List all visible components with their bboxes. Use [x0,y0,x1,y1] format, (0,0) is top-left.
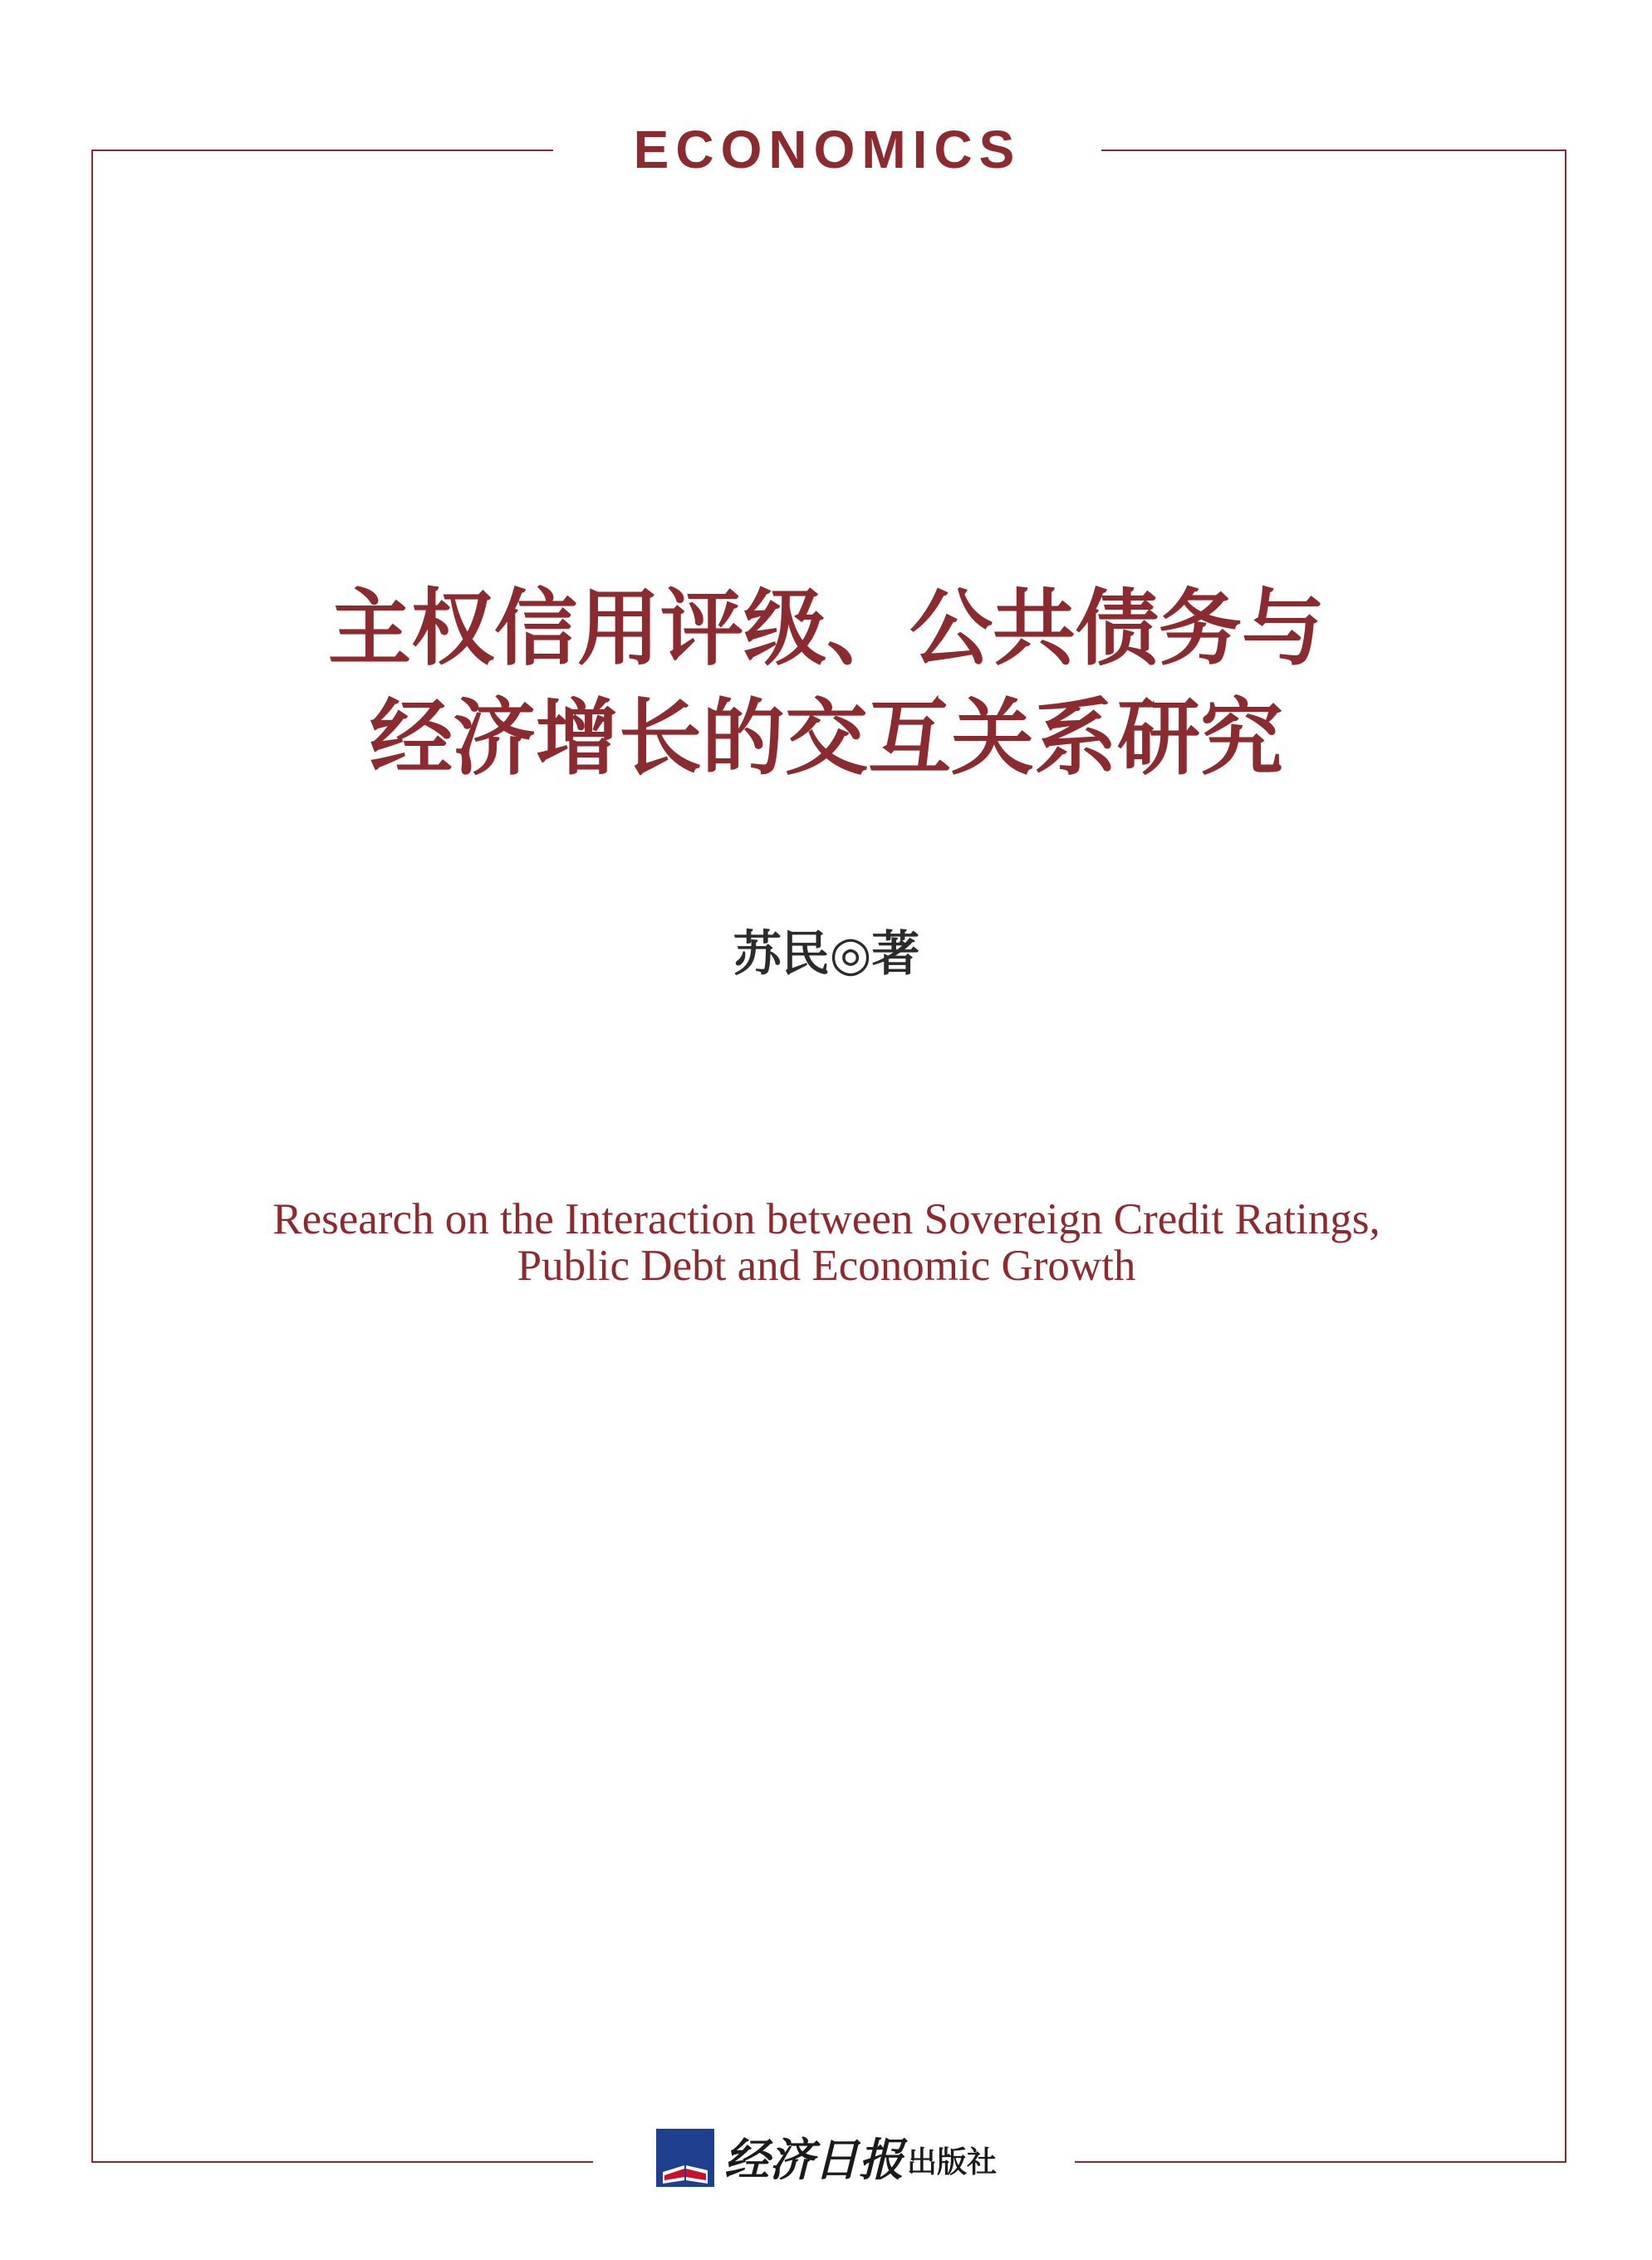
frame-bottom-right-line [1075,2161,1566,2163]
english-title-line-2: Public Debt and Economic Growth [517,1242,1136,1290]
frame-left-line [91,150,93,2163]
publisher-book-logo-icon [656,2129,714,2187]
frame-right-line [1565,150,1566,2163]
book-title-line-1: 主权信用评级、公共债务与 [328,579,1325,677]
frame-top-right-line [1101,150,1566,151]
publisher-mark [656,2122,1047,2197]
series-label: ECONOMICS [633,120,1022,179]
frame-bottom-left-line [91,2161,593,2163]
publisher-name: 经济日报 [724,2133,904,2186]
book-title [166,573,1487,792]
book-title-line-2: 经济增长的交互关系研究 [370,689,1283,787]
english-title [166,1196,1487,1289]
publisher-suffix: 出版社 [907,2145,998,2179]
author-line: 苏民◎著 [733,925,920,982]
frame-top-left-line [91,150,553,151]
english-title-line-1: Research on the Interaction between Sovereign Credit Ratings, [272,1195,1380,1243]
